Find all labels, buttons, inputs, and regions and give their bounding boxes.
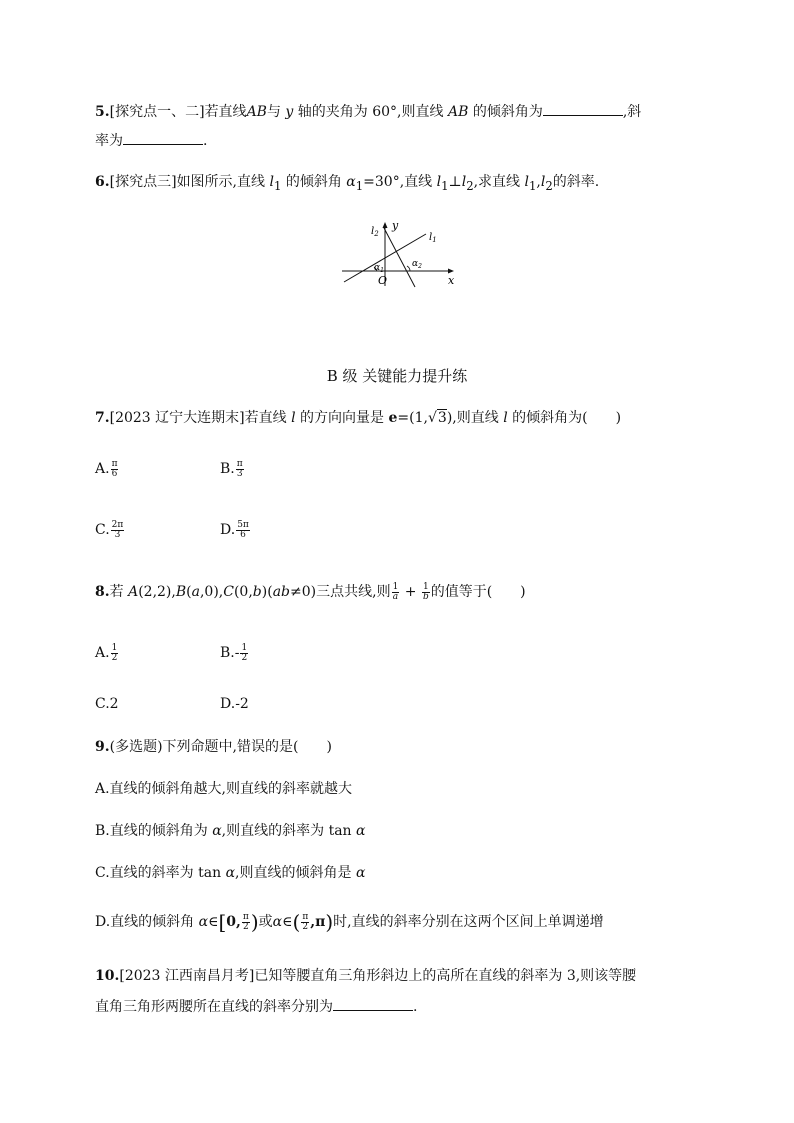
bracket: ): [250, 910, 259, 934]
q6-text: 的斜率.: [552, 174, 600, 190]
option-text: C.直线的斜率为 tan: [95, 865, 222, 881]
q6-text: =30°,直线: [363, 174, 433, 190]
q5-text: 的倾斜角为: [472, 104, 543, 120]
q8-option-c[interactable]: [95, 694, 119, 714]
q10-line1: [95, 966, 636, 986]
q8-text: 的值等于( ): [430, 584, 526, 600]
y-axis-arrow: [383, 222, 388, 228]
q6-var-l: l: [524, 174, 529, 190]
q5-text: 与: [266, 104, 281, 120]
label-y: y: [392, 219, 399, 232]
q8-var: ab: [272, 584, 291, 600]
q8-option-b[interactable]: [220, 643, 249, 663]
q5-answer-blank-1[interactable]: [543, 101, 623, 116]
option-fraction: $\frac{\pi}{3}$: [236, 458, 243, 479]
label-x: x: [448, 274, 455, 287]
q5-text: 率为: [95, 133, 123, 149]
q10-number: 10.: [95, 968, 120, 984]
q7-option-a[interactable]: [95, 459, 119, 479]
var-alpha: α: [225, 865, 236, 881]
bracket: [: [218, 910, 227, 934]
option-fraction: $\frac{\pi}{2}$: [302, 911, 309, 932]
q7-var-l: l: [291, 410, 296, 426]
q6-var-alpha: α: [346, 174, 356, 190]
bracket: ): [325, 910, 334, 934]
q5-var-ab: AB: [246, 104, 267, 120]
q6-sub: 2: [545, 178, 553, 193]
q6-sub: 1: [441, 178, 449, 193]
q7-source-tag: [2023 辽宁大连期末]: [109, 410, 245, 426]
option-text: ∈: [208, 914, 219, 930]
q8-var: a: [191, 584, 200, 600]
q5-text: ,斜: [622, 104, 642, 120]
q10-text: 直角三角形两腰所在直线的斜率分别为: [95, 999, 333, 1015]
q5-text: .: [203, 133, 208, 149]
q6-var-l: l: [269, 174, 274, 190]
q6-text: 的倾斜角: [285, 174, 342, 190]
option-fraction: $\frac{5\pi}{6}$: [237, 519, 249, 540]
q8-var: B: [175, 584, 187, 600]
q6-sub: 1: [273, 178, 282, 193]
q8-var: C: [223, 584, 234, 600]
q9-text: (多选题)下列命题中,错误的是( ): [109, 739, 332, 755]
q6-var-l: l: [540, 174, 546, 190]
q7-var-l: l: [503, 410, 508, 426]
q10-answer-blank[interactable]: [333, 996, 413, 1011]
option-label: C.: [95, 696, 110, 712]
q7-number: 7.: [95, 410, 110, 426]
q5-answer-blank-2[interactable]: [123, 130, 203, 145]
q6-text: ⊥: [448, 174, 462, 190]
option-text: 或: [258, 914, 273, 930]
var-alpha: α: [198, 914, 209, 930]
q8-text: ,0),: [199, 584, 224, 600]
q8-option-d[interactable]: [220, 694, 249, 714]
option-text: 0,: [226, 914, 241, 930]
q5-var-ab: AB: [447, 104, 469, 120]
q9-option-c[interactable]: [95, 863, 365, 883]
option-fraction: $\frac{\pi}{2}$: [242, 911, 249, 932]
var-alpha: α: [272, 914, 283, 930]
q5-line2: [95, 130, 207, 151]
bracket: (: [292, 910, 301, 934]
label-l1: $l_1$: [429, 232, 437, 244]
option-label: A.: [95, 645, 110, 661]
q8-text: (2,2),: [138, 584, 176, 600]
q8-text: (: [186, 584, 192, 600]
option-fraction: $\frac{1}{2}$: [241, 642, 248, 663]
option-text: 时,直线的斜率分别在这两个区间上单调递增: [333, 914, 604, 930]
section-b-title: B 级 关键能力提升练: [326, 367, 468, 385]
q7-sqrt: 3: [437, 410, 447, 426]
q8-var: A: [128, 584, 139, 600]
q5-text: 若直线: [204, 104, 247, 120]
q10-text: 已知等腰直角三角形斜边上的高所在直线的斜率为 3,则该等腰: [254, 968, 637, 984]
q7-text: =(1,: [397, 410, 428, 426]
angle-arc-a2: [407, 266, 410, 271]
q6-var-l: l: [461, 174, 467, 190]
q9-option-d[interactable]: [95, 912, 604, 932]
q8-text: (0,: [233, 584, 253, 600]
option-label: D.: [220, 696, 236, 712]
q8-var: b: [252, 584, 262, 600]
q9-line: [95, 737, 332, 757]
q8-text: 若: [109, 584, 124, 600]
q8-fraction-1: $\frac{1}{a}$: [392, 581, 399, 602]
q7-option-d[interactable]: [220, 520, 251, 540]
option-label: C.: [95, 522, 110, 538]
option-text: ∈: [282, 914, 293, 930]
q6-source-tag: [探究点三]: [109, 174, 177, 190]
option-text: ,则直线的倾斜角是: [235, 865, 352, 881]
option-text: A.直线的倾斜角越大,则直线的斜率就越大: [95, 781, 353, 797]
q9-option-a[interactable]: [95, 779, 352, 799]
option-text: B.直线的倾斜角为: [95, 823, 208, 839]
option-text: D.直线的倾斜角: [95, 914, 195, 930]
label-alpha2: $\alpha_2$: [412, 259, 422, 270]
q8-text: )(: [261, 584, 273, 600]
option-sign: -: [234, 645, 240, 661]
option-fraction: $\frac{2\pi}{3}$: [111, 519, 124, 540]
var-alpha: α: [355, 865, 366, 881]
q8-text: ≠0)三点共线,则: [290, 584, 391, 600]
q8-plus: +: [400, 584, 421, 600]
q7-text: 的倾斜角为( ): [512, 410, 622, 426]
var-alpha: α: [212, 823, 222, 839]
q6-sub: 2: [466, 178, 474, 193]
q8-option-a[interactable]: [95, 643, 119, 663]
q10-text: .: [413, 999, 418, 1015]
q5-number: 5.: [95, 104, 110, 120]
option-text: 2: [109, 696, 119, 712]
label-alpha1: $\alpha_1$: [374, 263, 384, 274]
q6-text: 如图所示,直线: [176, 174, 266, 190]
q6-line: [95, 172, 599, 196]
q7-option-b[interactable]: [220, 459, 245, 479]
q5-var-y: y: [285, 104, 294, 120]
q6-number: 6.: [95, 174, 110, 190]
q6-sub: 1: [355, 178, 364, 193]
q7-option-c[interactable]: [95, 520, 125, 540]
option-label: B.: [220, 461, 235, 477]
q8-line: [95, 582, 526, 602]
q9-number: 9.: [95, 739, 110, 755]
q7-var-e: e: [388, 410, 398, 426]
q6-figure: [330, 212, 470, 292]
q7-text: 若直线: [244, 410, 287, 426]
q10-line2: [95, 996, 417, 1017]
q6-text: ,: [536, 174, 541, 190]
q5-line1: [95, 101, 641, 122]
q6-text: ,求直线: [473, 174, 521, 190]
option-text: ,π: [310, 914, 326, 930]
option-fraction: $\frac{1}{2}$: [111, 642, 118, 663]
q10-source-tag: [2023 江西南昌月考]: [119, 968, 255, 984]
q6-var-l: l: [436, 174, 442, 190]
line-l2: [384, 228, 415, 287]
q6-sub: 1: [529, 178, 537, 193]
label-origin: O: [378, 274, 388, 287]
option-text: ,则直线的斜率为 tan: [221, 823, 352, 839]
q8-fraction-2: $\frac{1}{b}$: [422, 581, 429, 602]
option-label: A.: [95, 461, 110, 477]
q7-line: 7.[2023 辽宁大连期末]若直线 l 的方向向量是 e=(1,√3),则直线 l 的倾斜角为( ): [95, 410, 622, 426]
q8-number: 8.: [95, 584, 110, 600]
q9-option-b[interactable]: [95, 821, 365, 841]
option-label: B.: [220, 645, 235, 661]
x-axis-arrow: [448, 269, 454, 274]
q7-text: ),则直线: [446, 410, 499, 426]
q5-source-tag: [探究点一、二]: [109, 104, 205, 120]
label-l2: $l_2$: [371, 226, 379, 238]
q7-text: 的方向向量是: [300, 410, 385, 426]
option-fraction: $\frac{\pi}{6}$: [111, 458, 118, 479]
var-alpha: α: [356, 823, 366, 839]
option-text: -2: [235, 696, 249, 712]
option-label: D.: [220, 522, 236, 538]
q5-text: 轴的夹角为 60°,则直线: [297, 104, 444, 120]
